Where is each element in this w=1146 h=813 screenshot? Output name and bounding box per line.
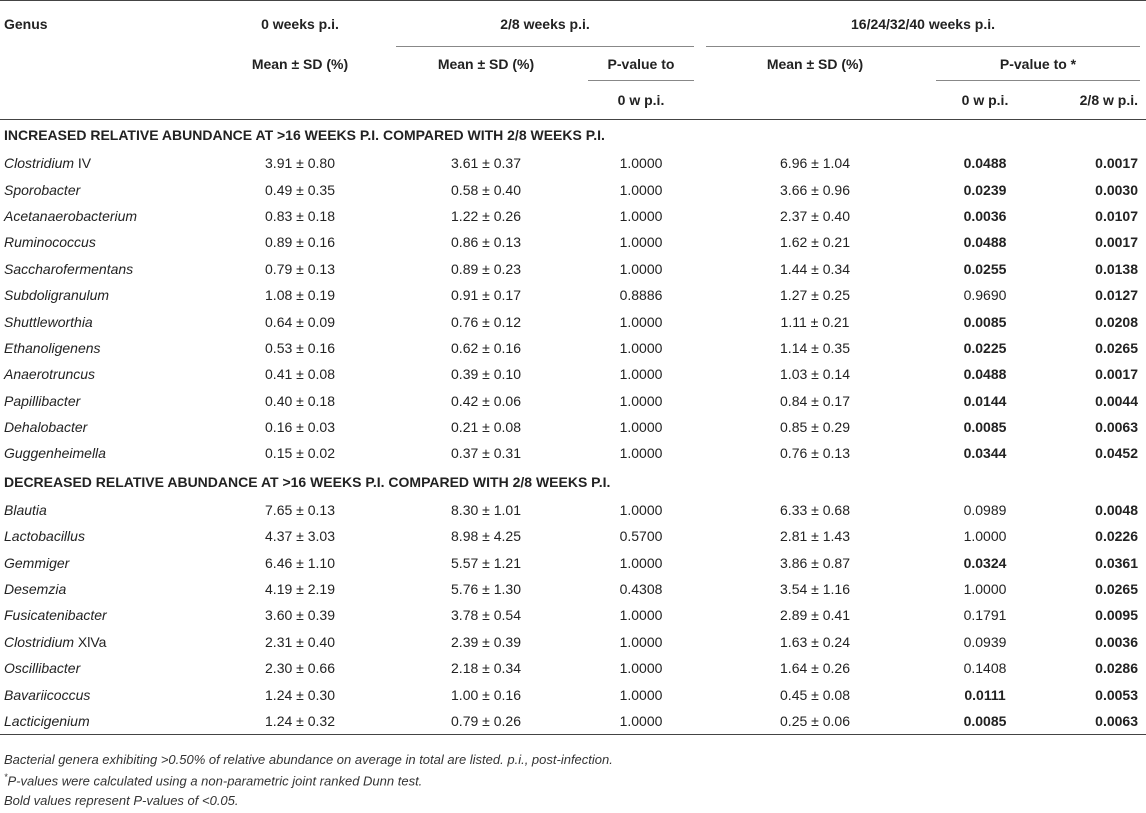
genus-cell xyxy=(0,388,210,414)
mean-0w-cell: 1.08 ± 0.19 xyxy=(265,287,335,304)
pvalue-vs-0w-cell: 0.0989 xyxy=(963,501,1007,518)
mean-16-40w-cell: 1.11 ± 0.21 xyxy=(780,313,850,330)
pvalue-vs-2-8w-cell: 0.0226 xyxy=(1095,528,1138,545)
pvalue-2-8w-vs-0w-cell: 0.5700 xyxy=(619,528,663,545)
mean-0w-cell: 4.37 ± 3.03 xyxy=(265,528,335,545)
genus-name: Ethanoligenens xyxy=(4,339,101,356)
pvalue-2-8w-vs-0w-cell: 1.0000 xyxy=(619,181,663,198)
pvalue-2-8w-vs-0w-cell: 1.0000 xyxy=(619,155,663,172)
genus-cell xyxy=(0,150,210,176)
pvalue-2-8w-vs-0w-cell: 1.0000 xyxy=(619,419,663,436)
table-row xyxy=(0,576,1146,602)
footnote-2-mark: * xyxy=(4,772,8,782)
mean-16-40w-cell: 1.44 ± 0.34 xyxy=(780,260,850,277)
pvalue-2-8w-vs-0w-cell: 1.0000 xyxy=(619,501,663,518)
genus-name: Desemzia xyxy=(4,581,67,598)
mean-0w-cell: 0.83 ± 0.18 xyxy=(265,207,335,224)
pvalue-vs-2-8w-cell: 0.0017 xyxy=(1095,234,1138,251)
pvalue-2-8w-vs-0w-cell: 1.0000 xyxy=(619,207,663,224)
mean-16-40w-cell: 0.85 ± 0.29 xyxy=(780,419,850,436)
genus-name: Dehalobacter xyxy=(4,419,88,436)
genus-cell xyxy=(0,576,210,602)
genus-cell xyxy=(0,523,210,549)
genus-cell xyxy=(0,361,210,387)
pvalue-vs-2-8w-cell: 0.0107 xyxy=(1095,207,1138,224)
mean-16-40w-cell: 1.14 ± 0.35 xyxy=(780,339,850,356)
mean-0w-cell: 3.91 ± 0.80 xyxy=(265,155,335,172)
pvalue-vs-2-8w-cell: 0.0053 xyxy=(1095,686,1138,703)
table-row xyxy=(0,176,1146,202)
pvalue-vs-2-8w-cell: 0.0048 xyxy=(1095,501,1138,518)
header-pvalue-to: P-value to xyxy=(582,47,700,81)
section-header-row xyxy=(0,467,1146,497)
table-row xyxy=(0,629,1146,655)
header-mean-sd-0w: Mean ± SD (%) xyxy=(251,56,349,72)
genus-name: Clostridium xyxy=(4,633,75,650)
mean-0w-cell: 1.24 ± 0.32 xyxy=(210,708,390,735)
mean-16-40w-cell: 1.62 ± 0.21 xyxy=(780,234,850,251)
table-row xyxy=(0,681,1146,707)
genus-cell xyxy=(0,203,210,229)
pvalue-vs-0w-cell: 0.1791 xyxy=(963,607,1007,624)
genus-name: Gemmiger xyxy=(4,554,70,571)
mean-16-40w-cell: 0.25 ± 0.06 xyxy=(700,708,930,735)
genus-name: Guggenheimella xyxy=(4,445,106,462)
mean-16-40w-cell: 2.81 ± 1.43 xyxy=(780,528,850,545)
genus-name: Lacticigenium xyxy=(4,713,90,729)
header-spacer xyxy=(700,81,930,120)
mean-2-8w-cell: 1.22 ± 0.26 xyxy=(451,207,521,224)
pvalue-2-8w-vs-0w-cell: 1.0000 xyxy=(619,633,663,650)
pvalue-vs-0w-cell: 0.0488 xyxy=(963,234,1007,251)
mean-0w-cell: 2.30 ± 0.66 xyxy=(265,660,335,677)
pvalue-vs-0w-cell: 0.0255 xyxy=(963,260,1007,277)
genus-cell xyxy=(0,256,210,282)
header-genus: Genus xyxy=(0,1,210,48)
genus-cell xyxy=(0,335,210,361)
mean-2-8w-cell: 0.91 ± 0.17 xyxy=(451,287,521,304)
mean-2-8w-cell: 0.21 ± 0.08 xyxy=(451,419,521,436)
pvalue-vs-2-8w-cell: 0.0138 xyxy=(1095,260,1138,277)
mean-2-8w-cell: 5.57 ± 1.21 xyxy=(451,554,521,571)
pvalue-vs-2-8w-cell: 0.0017 xyxy=(1095,366,1138,383)
mean-2-8w-cell: 0.39 ± 0.10 xyxy=(451,366,521,383)
pvalue-vs-2-8w-cell: 0.0265 xyxy=(1095,339,1138,356)
mean-0w-cell: 1.24 ± 0.30 xyxy=(265,686,335,703)
mean-16-40w-cell: 2.89 ± 0.41 xyxy=(780,607,850,624)
table-row xyxy=(0,523,1146,549)
mean-16-40w-cell: 6.33 ± 0.68 xyxy=(780,501,850,518)
pvalue-vs-2-8w-cell: 0.0127 xyxy=(1095,287,1138,304)
footnote-2-text: P-values were calculated using a non-parametric joint ranked Dunn test. xyxy=(7,773,423,789)
mean-0w-cell: 0.16 ± 0.03 xyxy=(265,419,335,436)
header-pvalue-to-star: P-value to * xyxy=(930,47,1146,81)
table-row xyxy=(0,229,1146,255)
mean-16-40w-cell: 0.76 ± 0.13 xyxy=(780,445,850,462)
mean-2-8w-cell: 0.42 ± 0.06 xyxy=(451,392,521,409)
mean-2-8w-cell: 8.98 ± 4.25 xyxy=(451,528,521,545)
pvalue-vs-2-8w-cell: 0.0208 xyxy=(1095,313,1138,330)
mean-0w-cell: 6.46 ± 1.10 xyxy=(265,554,335,571)
pvalue-2-8w-vs-0w-cell: 1.0000 xyxy=(619,686,663,703)
mean-16-40w-cell: 3.86 ± 0.87 xyxy=(780,554,850,571)
genus-name: Lactobacillus xyxy=(4,528,85,545)
mean-0w-cell: 2.31 ± 0.40 xyxy=(265,633,335,650)
pvalue-vs-2-8w-cell: 0.0286 xyxy=(1095,660,1138,677)
pvalue-vs-0w-cell: 0.0144 xyxy=(963,392,1007,409)
mean-2-8w-cell: 1.00 ± 0.16 xyxy=(451,686,521,703)
table-row xyxy=(0,655,1146,681)
table-row xyxy=(0,203,1146,229)
pvalue-2-8w-vs-0w-cell: 1.0000 xyxy=(619,339,663,356)
pvalue-vs-2-8w-cell: 0.0452 xyxy=(1095,445,1138,462)
pvalue-vs-0w-cell: 0.0111 xyxy=(964,686,1006,703)
mean-2-8w-cell: 3.78 ± 0.54 xyxy=(451,607,521,624)
mean-2-8w-cell: 8.30 ± 1.01 xyxy=(451,501,521,518)
genus-suffix: IV xyxy=(74,155,92,172)
pvalue-vs-0w-cell: 0.0344 xyxy=(963,445,1007,462)
table-row xyxy=(0,150,1146,176)
pvalue-2-8w-vs-0w-cell: 1.0000 xyxy=(619,260,663,277)
header-spacer xyxy=(0,81,210,120)
section-title: INCREASED RELATIVE ABUNDANCE AT >16 WEEKS P.I. COMPARED WITH 2/8 WEEKS P.I. xyxy=(4,127,605,143)
genus-cell xyxy=(0,440,210,466)
genus-cell xyxy=(0,176,210,202)
pvalue-vs-0w-cell: 0.0085 xyxy=(963,313,1007,330)
genus-cell xyxy=(0,308,210,334)
pvalue-vs-0w-cell: 0.9690 xyxy=(963,287,1007,304)
section-title: DECREASED RELATIVE ABUNDANCE AT >16 WEEKS P.I. COMPARED WITH 2/8 WEEKS P.I. xyxy=(4,473,611,490)
mean-16-40w-cell: 0.45 ± 0.08 xyxy=(780,686,850,703)
mean-2-8w-cell: 0.79 ± 0.26 xyxy=(390,708,582,735)
mean-16-40w-cell: 3.54 ± 1.16 xyxy=(780,581,850,598)
header-spacer xyxy=(0,47,210,81)
mean-16-40w-cell: 1.03 ± 0.14 xyxy=(780,366,850,383)
genus-cell xyxy=(0,549,210,575)
mean-0w-cell: 0.64 ± 0.09 xyxy=(265,313,335,330)
pvalue-vs-2-8w-cell: 0.0063 xyxy=(1040,708,1146,735)
mean-2-8w-cell: 0.58 ± 0.40 xyxy=(451,181,521,198)
table-row xyxy=(0,388,1146,414)
pvalue-2-8w-vs-0w-cell: 1.0000 xyxy=(619,445,663,462)
genus-name: Bavariicoccus xyxy=(4,686,91,703)
genus-name: Clostridium xyxy=(4,155,75,172)
pvalue-vs-0w-cell: 0.0036 xyxy=(963,207,1007,224)
pvalue-2-8w-vs-0w-cell: 1.0000 xyxy=(619,607,663,624)
genus-cell xyxy=(0,602,210,628)
pvalue-vs-0w-cell: 0.0239 xyxy=(963,181,1007,198)
header-group-0w: 0 weeks p.i. xyxy=(210,1,390,48)
mean-0w-cell: 0.49 ± 0.35 xyxy=(265,181,335,198)
pvalue-2-8w-vs-0w-cell: 1.0000 xyxy=(619,313,663,330)
section-header-row xyxy=(0,120,1146,151)
pvalue-vs-0w-cell: 0.1408 xyxy=(963,660,1007,677)
mean-2-8w-cell: 0.76 ± 0.12 xyxy=(451,313,521,330)
genus-suffix: XlVa xyxy=(74,633,107,650)
pvalue-2-8w-vs-0w-cell: 1.0000 xyxy=(619,554,663,571)
table-row xyxy=(0,308,1146,334)
pvalue-vs-2-8w-cell: 0.0030 xyxy=(1095,181,1138,198)
table-row xyxy=(0,708,1146,735)
genus-name: Acetanaerobacterium xyxy=(4,207,138,224)
table-row xyxy=(0,256,1146,282)
mean-0w-cell: 0.79 ± 0.13 xyxy=(265,260,335,277)
mean-16-40w-cell: 3.66 ± 0.96 xyxy=(780,181,850,198)
table-row xyxy=(0,549,1146,575)
mean-2-8w-cell: 2.18 ± 0.34 xyxy=(451,660,521,677)
mean-0w-cell: 0.40 ± 0.18 xyxy=(265,392,335,409)
mean-16-40w-cell: 6.96 ± 1.04 xyxy=(780,155,850,172)
genus-cell xyxy=(0,629,210,655)
table-row xyxy=(0,440,1146,466)
pvalue-vs-0w-cell: 0.0324 xyxy=(963,554,1007,571)
mean-16-40w-cell: 2.37 ± 0.40 xyxy=(780,207,850,224)
genus-name: Subdoligranulum xyxy=(4,287,110,304)
header-zero-wpi-a: 0 w p.i. xyxy=(582,81,700,120)
genus-cell xyxy=(0,708,210,735)
pvalue-vs-0w-cell: 0.0085 xyxy=(930,708,1040,735)
table-body xyxy=(0,120,1146,735)
mean-0w-cell: 0.15 ± 0.02 xyxy=(265,445,335,462)
table-row xyxy=(0,335,1146,361)
mean-0w-cell: 3.60 ± 0.39 xyxy=(265,607,335,624)
pvalue-vs-0w-cell: 0.0085 xyxy=(963,419,1007,436)
genus-cell xyxy=(0,497,210,523)
genus-name: Saccharofermentans xyxy=(4,260,134,277)
mean-2-8w-cell: 3.61 ± 0.37 xyxy=(451,155,521,172)
header-spacer xyxy=(390,81,582,120)
table-row xyxy=(0,602,1146,628)
table-header xyxy=(0,1,1146,120)
table-row xyxy=(0,414,1146,440)
genus-name: Sporobacter xyxy=(4,181,81,198)
pvalue-vs-0w-cell: 0.0488 xyxy=(963,366,1007,383)
genus-cell xyxy=(0,414,210,440)
header-group-2-8w: 2/8 weeks p.i. xyxy=(390,1,700,48)
pvalue-vs-2-8w-cell: 0.0017 xyxy=(1095,155,1138,172)
pvalue-vs-0w-cell: 1.0000 xyxy=(963,581,1007,598)
genus-name: Ruminococcus xyxy=(4,234,96,251)
mean-16-40w-cell: 1.63 ± 0.24 xyxy=(780,633,850,650)
pvalue-vs-2-8w-cell: 0.0036 xyxy=(1095,633,1138,650)
pvalue-vs-2-8w-cell: 0.0063 xyxy=(1095,419,1138,436)
pvalue-2-8w-vs-0w-cell: 0.4308 xyxy=(619,581,663,598)
footnote-2 xyxy=(4,772,422,788)
mean-0w-cell: 4.19 ± 2.19 xyxy=(265,581,335,598)
mean-2-8w-cell: 0.62 ± 0.16 xyxy=(451,339,521,356)
genus-name: Shuttleworthia xyxy=(4,313,93,330)
table-row xyxy=(0,361,1146,387)
mean-0w-cell: 7.65 ± 0.13 xyxy=(265,501,335,518)
genus-cell xyxy=(0,229,210,255)
mean-2-8w-cell: 0.89 ± 0.23 xyxy=(451,260,521,277)
pvalue-2-8w-vs-0w-cell: 1.0000 xyxy=(582,708,700,735)
pvalue-vs-0w-cell: 0.0225 xyxy=(963,339,1007,356)
pvalue-vs-2-8w-cell: 0.0361 xyxy=(1095,554,1138,571)
pvalue-2-8w-vs-0w-cell: 1.0000 xyxy=(619,234,663,251)
header-spacer xyxy=(210,81,390,120)
pvalue-vs-2-8w-cell: 0.0265 xyxy=(1095,581,1138,598)
pvalue-2-8w-vs-0w-cell: 1.0000 xyxy=(619,366,663,383)
genus-cell xyxy=(0,655,210,681)
header-group-16-40w: 16/24/32/40 weeks p.i. xyxy=(700,1,1146,48)
mean-0w-cell: 0.41 ± 0.08 xyxy=(265,366,335,383)
pvalue-vs-2-8w-cell: 0.0095 xyxy=(1095,607,1138,624)
pvalue-2-8w-vs-0w-cell: 1.0000 xyxy=(619,660,663,677)
pvalue-vs-2-8w-cell: 0.0044 xyxy=(1095,392,1138,409)
footnote-1: Bacterial genera exhibiting >0.50% of relative abundance on average in total are listed. p.i., post-infection. xyxy=(4,752,613,767)
genus-cell xyxy=(0,282,210,308)
header-zero-wpi-b: 0 w p.i. xyxy=(930,81,1040,120)
pvalue-vs-0w-cell: 0.0939 xyxy=(963,633,1007,650)
table-row xyxy=(0,282,1146,308)
mean-16-40w-cell: 1.27 ± 0.25 xyxy=(780,287,850,304)
pvalue-vs-0w-cell: 0.0488 xyxy=(963,155,1007,172)
header-mean-sd-2-8w: Mean ± SD (%) xyxy=(437,56,535,72)
footnote-3: Bold values represent P-values of <0.05. xyxy=(4,793,239,808)
genus-name: Papillibacter xyxy=(4,392,81,409)
pvalue-2-8w-vs-0w-cell: 1.0000 xyxy=(619,392,663,409)
mean-0w-cell: 0.53 ± 0.16 xyxy=(265,339,335,356)
header-mean-sd-16-40w: Mean ± SD (%) xyxy=(766,56,864,72)
mean-2-8w-cell: 2.39 ± 0.39 xyxy=(451,633,521,650)
pvalue-vs-0w-cell: 1.0000 xyxy=(963,528,1007,545)
genus-name: Fusicatenibacter xyxy=(4,607,107,624)
header-two-eight-wpi: 2/8 w p.i. xyxy=(1040,81,1146,120)
genus-name: Oscillibacter xyxy=(4,660,81,677)
table-row xyxy=(0,497,1146,523)
pvalue-2-8w-vs-0w-cell: 0.8886 xyxy=(619,287,663,304)
mean-16-40w-cell: 1.64 ± 0.26 xyxy=(780,660,850,677)
mean-2-8w-cell: 5.76 ± 1.30 xyxy=(451,581,521,598)
genus-name: Anaerotruncus xyxy=(4,366,96,383)
mean-0w-cell: 0.89 ± 0.16 xyxy=(265,234,335,251)
mean-16-40w-cell: 0.84 ± 0.17 xyxy=(780,392,850,409)
mean-2-8w-cell: 0.37 ± 0.31 xyxy=(451,445,521,462)
mean-2-8w-cell: 0.86 ± 0.13 xyxy=(451,234,521,251)
genus-cell xyxy=(0,681,210,707)
genus-name: Blautia xyxy=(4,501,47,518)
